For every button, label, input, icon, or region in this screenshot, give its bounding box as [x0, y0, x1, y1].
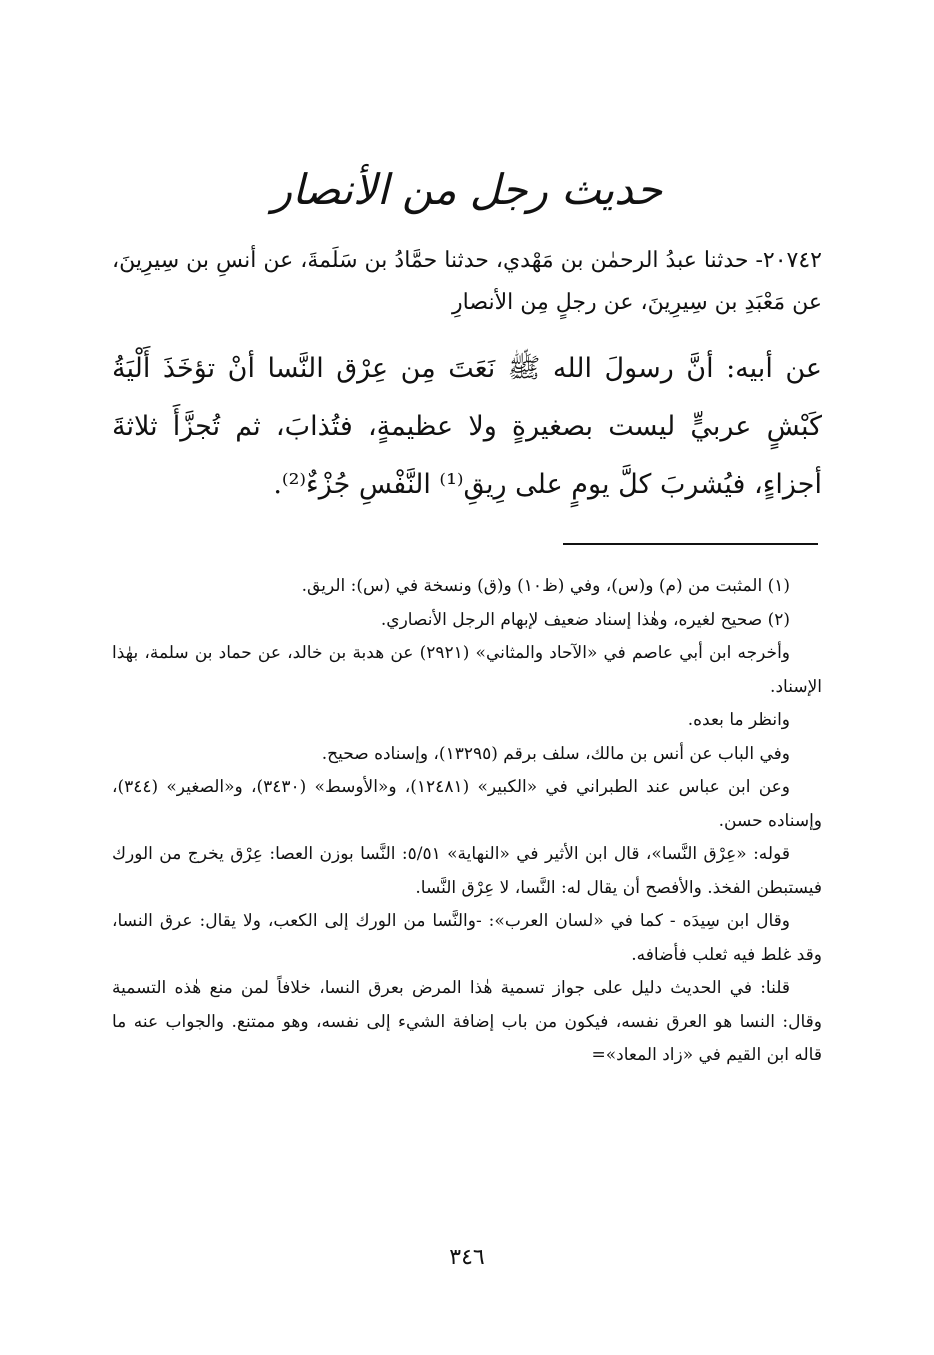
footnote-paragraph: وأخرجه ابن أبي عاصم في «الآحاد والمثاني» (٢٩٢١) عن هدبة بن خالد، عن حماد بن سلمة، بهٰذا الإسناد. — [112, 643, 822, 697]
hadith-isnad: ٢٠٧٤٢- حدثنا عبدُ الرحمٰن بن مَهْدي، حدثنا حمَّادُ بن سَلَمةَ، عن أنسِ بن سِيرِينَ، عن مَعْبَدِ بن سِيرِينَ، عن رجلٍ مِن الأنصارِ — [112, 248, 822, 315]
footnote-separator — [563, 543, 818, 545]
footnote-paragraph: قلنا: في الحديث دليل على جواز تسمية هٰذا المرض بعرق النسا، خلافاً لمن منع هٰذه التسمية وقال: النسا هو العرق نفسه، فيكون من باب إضافة الشيء إلى نفسه، وهو ممتنع. والجواب عنه ما قاله ابن القيم في «زاد المعاد»= — [112, 978, 822, 1065]
page-number: ٣٤٦ — [449, 1245, 485, 1270]
footnotes — [112, 570, 822, 1073]
footnote-paragraph: وفي الباب عن أنس بن مالك، سلف برقم (١٣٢٩٥)، وإسناده صحيح. — [321, 743, 790, 764]
footnote-1: (١) المثبت من (م) و(س)، وفي (ظ١٠) و(ق) ونسخة في (س): الريق. — [301, 576, 790, 596]
footnote-paragraph: وانظر ما بعده. — [687, 710, 790, 730]
footnote-paragraph: وقال ابن سِيدَه - كما في «لسان العرب»: -والنَّسا من الورك إلى الكعب، ولا يقال: عرق النسا، وقد غلط فيه ثعلب فأضافه. — [112, 911, 822, 965]
chapter-title: حديث رجل من الأنصار — [271, 165, 663, 214]
hadith-text: عن أبيه: أنَّ رسولَ الله ﷺ نَعَتَ مِن عِرْق النَّسا أنْ تؤخَذَ أَلْيَةُ كَبْشٍ عربيٍّ ليست بصغيرةٍ ولا عظيمةٍ، فتُذابَ، ثم تُجزَّأَ ثلاثةَ أجزاءٍ، فيُشربَ كلَّ يومٍ على رِيقِ⁽¹⁾ النَّفْسِ جُزْءٌ⁽²⁾. — [112, 353, 822, 500]
footnote-paragraph: وعن ابن عباس عند الطبراني في «الكبير» (١٢٤٨١)، و«الأوسط» (٣٤٣٠)، و«الصغير» (٣٤٤)، وإسناده حسن. — [112, 777, 822, 831]
footnote-paragraph: قوله: «عِرْق النَّسا»، قال ابن الأثير في «النهاية» ٥/٥١: النَّسا بوزن العصا: عِرْق يخرج من الورك فيستبطن الفخذ. والأفصح أن يقال له: النَّسا، لا عِرْق النَّسا. — [112, 844, 822, 898]
footnote-2: (٢) صحيح لغيره، وهٰذا إسناد ضعيف لإبهام الرجل الأنصاري. — [380, 609, 790, 630]
